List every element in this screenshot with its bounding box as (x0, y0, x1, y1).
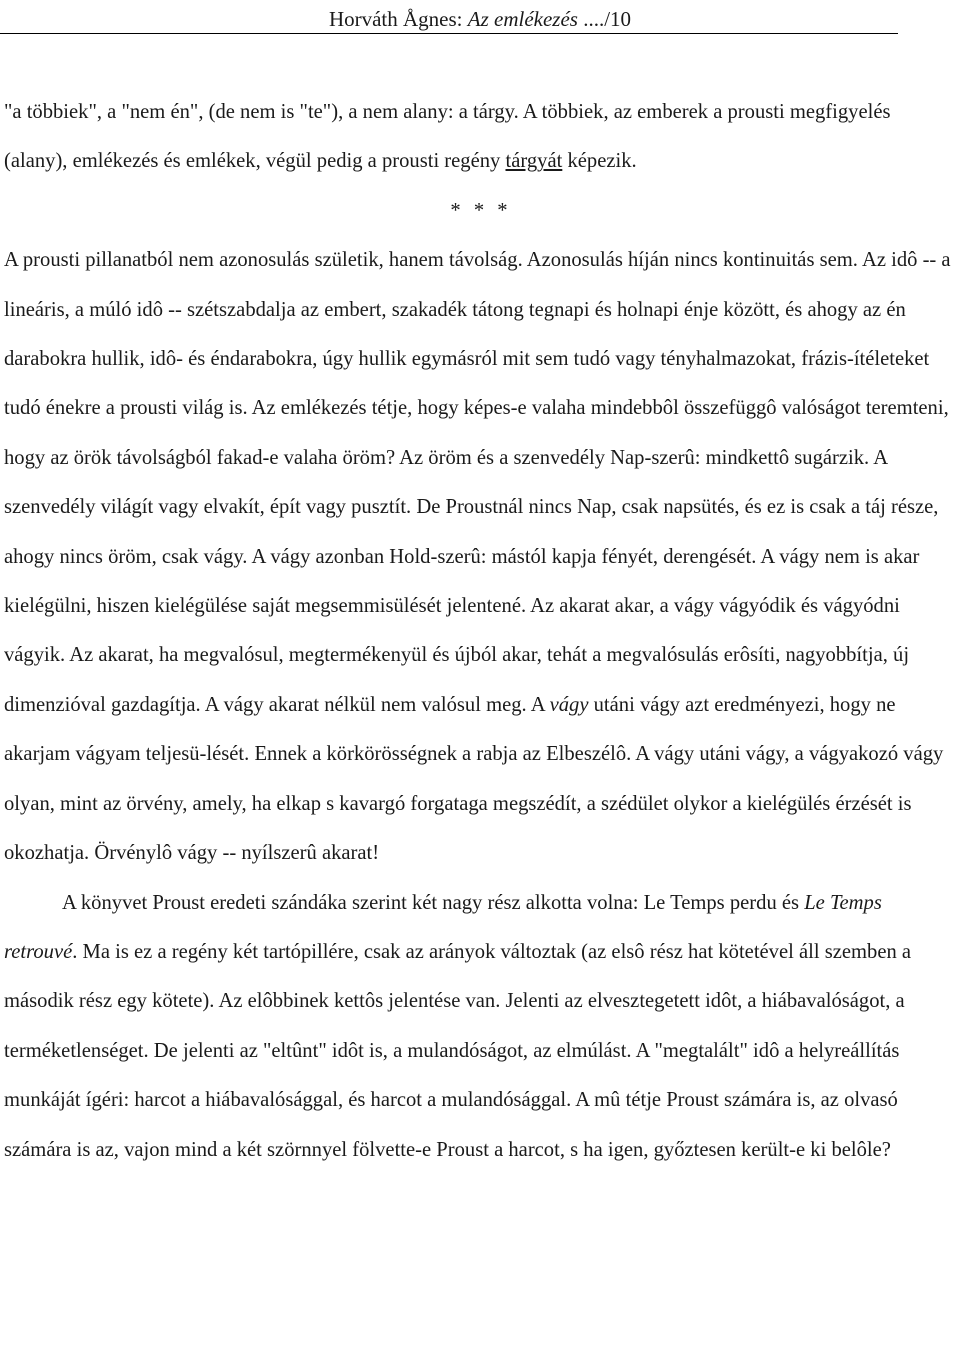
header-page-marker: ..../10 (577, 7, 632, 31)
paragraph-2-end: utáni vágy azt eredményezi, hogy ne akarjam vágyam teljesü-lését. Ennek a körkörösségnek a rabja az Elbeszélô. A vágy utáni vágy, a vágyakozó vágy olyan, mint az örvény, amely, ha elkap s kavargó forgataga megszédít, a szédület olykor a kielégülés érzését is okozhatja. Örvénylô vágy -- nyílszerû akarat! (4, 693, 944, 865)
paragraph-3 (4, 879, 958, 1175)
underlined-word: tárgyát (505, 150, 563, 173)
document-body (4, 88, 958, 1175)
paragraph-1-text: "a többiek", a "nem én", (de nem is "te"), a nem alany: a tárgy. A többiek, az emberek a prousti megfigyelés (alany), emlékezés és emlékek, végül pedig a prousti regény (4, 101, 891, 173)
paragraph-2-text: A prousti pillanatból nem azonosulás születik, hanem távolság. Azonosulás híján nincs kontinuitás sem. Az idô -- a lineáris, a múló idô -- szétszabdalja az embert, szakadék tátong tegnapi és holnapi énje között, és ahogy az én darabokra hullik, idô- és éndarabokra, úgy hullik egymásról mit sem tudó vagy tényhalmazokat, frázis-ítéleteket tudó énekre a prousti világ is. Az emlékezés tétje, hogy képes-e valaha mindebbôl összefüggô valóságot teremteni, hogy az örök távolságból fakad-e valaha öröm? Az öröm és a szenvedély Nap-szerû: mindkettô sugárzik. A szenvedély világít vagy elvakít, épít vagy pusztít. De Proustnál nincs Nap, csak napsütés, és ez is csak a táj része, ahogy nincs öröm, csak vágy. A vágy azonban Hold-szerû: mástól kapja fényét, derengését. A vágy nem is akar kielégülni, hiszen kielégülése saját megsemmisülését jelentené. Az akarat akar, a vágy vágyódik és vágyódni vágyik. Az akarat, ha megvalósul, megtermékenyül és újból akar, tehát a megvalósulás erôsíti, nagyobbítja, új dimenzióval gazdagítja. A vágy akarat nélkül nem valósul meg. A (4, 249, 951, 716)
section-separator: * * * (450, 199, 512, 222)
header-rule (0, 33, 898, 34)
paragraph-3-end: . Ma is ez a regény két tartópillére, csak az arányok változtak (az elsô rész hat kötetével áll szemben a második rész egy kötete). Az elôbbinek kettôs jelentése van. Jelenti az elvesztegetett idôt, a hiábavalóságot, a terméketlenséget. De jelenti az "eltûnt" idôt is, a mulandóságot, az elmúlást. A "megtalált" idô a helyreállítás munkáját ígéri: harcot a hiábavalósággal, és harcot a mulandósággal. A mû tétje Proust számára is, az olvasó számára is az, vajon mind a két szörnnyel fölvette-e Proust a harcot, s ha igen, győztesen került-e ki belôle? (4, 940, 912, 1161)
paragraph-1-end: képezik. (562, 150, 637, 173)
italic-word: vágy (549, 693, 589, 716)
italic-title: Le Temps retrouvé (4, 891, 882, 963)
page-header (0, 4, 960, 34)
paragraph-3-text: A könyvet Proust eredeti szándáka szerint két nagy rész alkotta volna: Le Temps perdu és (62, 891, 805, 914)
header-title: Az emlékezés (467, 7, 578, 31)
header-author: Horváth Ågnes: (328, 7, 468, 31)
paragraph-1 (4, 88, 958, 187)
paragraph-2 (4, 236, 958, 878)
